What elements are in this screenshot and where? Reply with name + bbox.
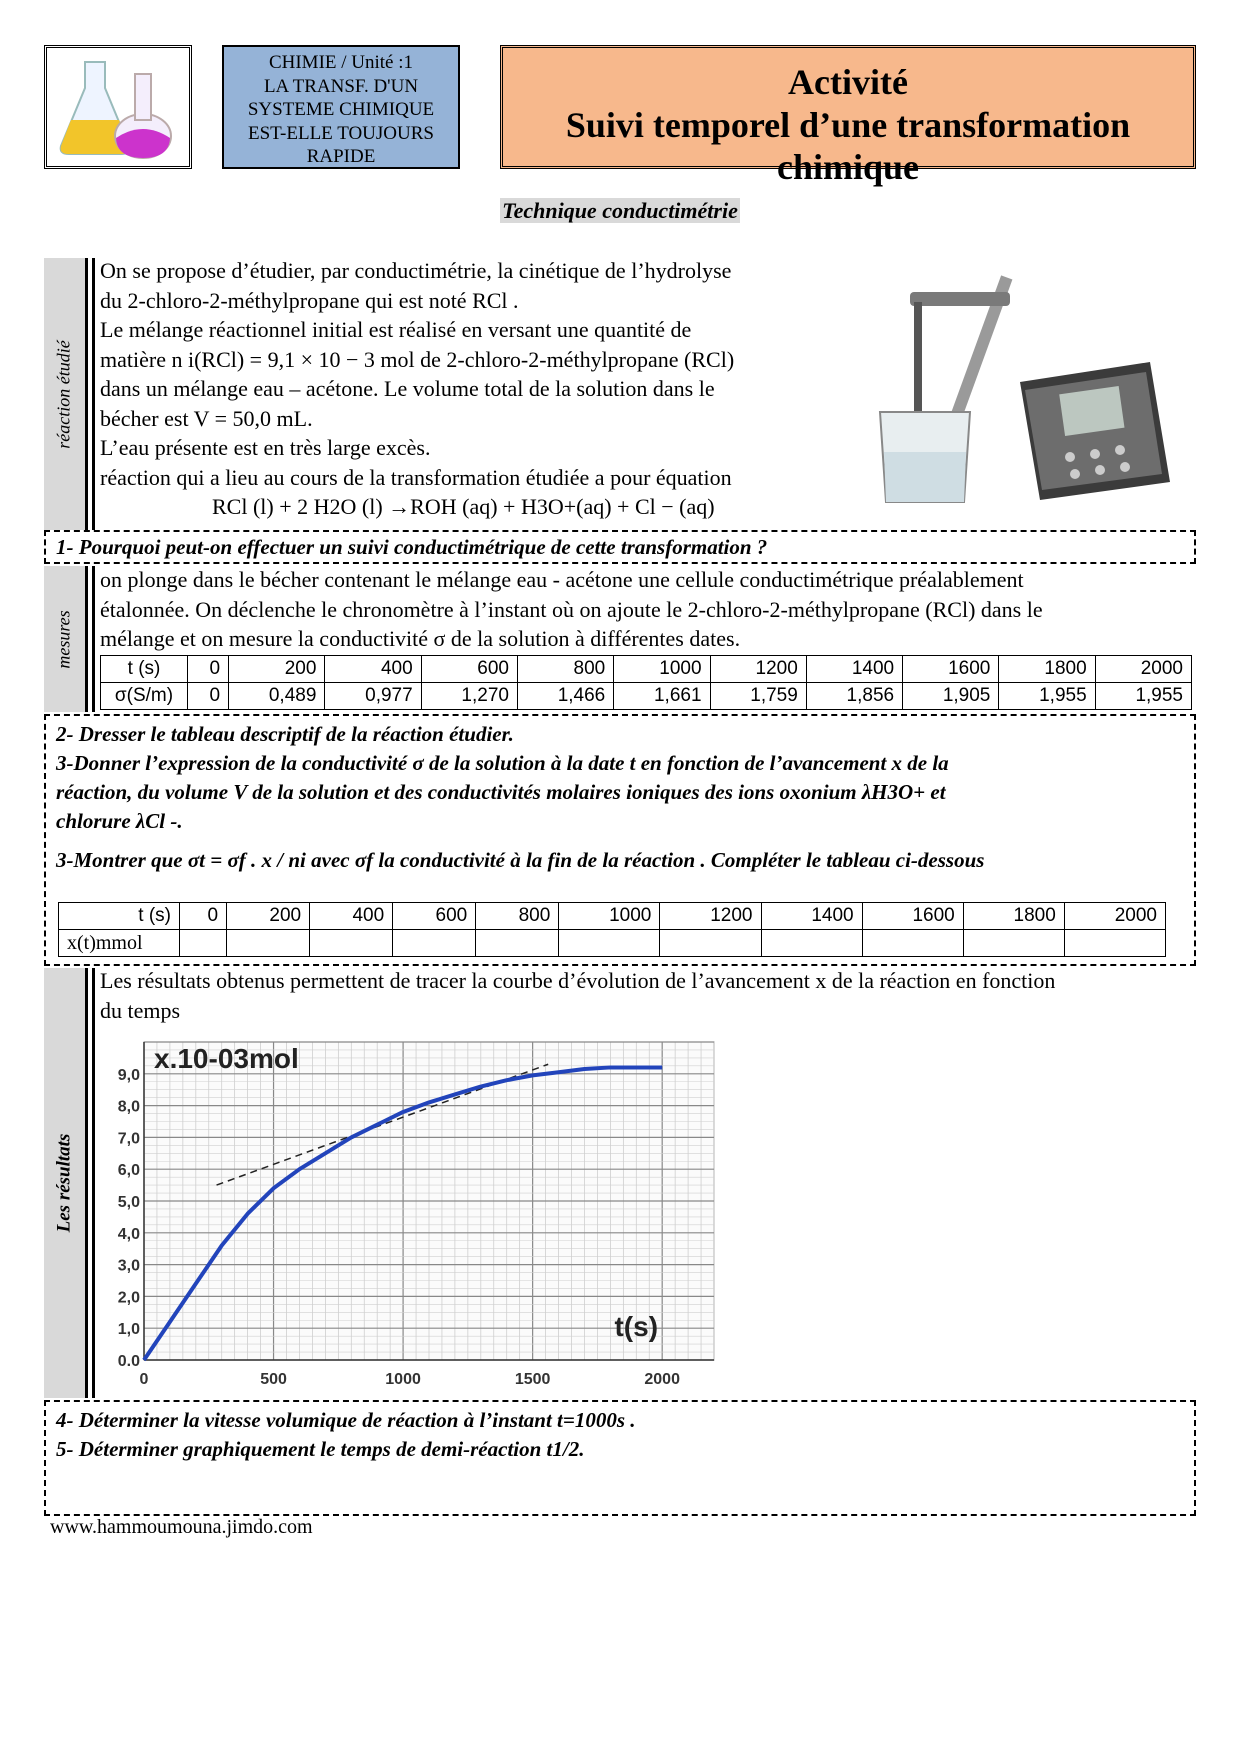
y-tick-label: 8,0	[117, 1098, 140, 1116]
sidebar-reaction	[44, 258, 85, 530]
question-box-4	[44, 1400, 1196, 1516]
sidebar-mesures	[44, 566, 85, 712]
intro-text: On se propose d’étudier, par conductimétrie, la cinétique de l’hydrolyse du 2-chloro-2-méthylpropane qui est noté RCl . Le mélange réactionnel initial est réalisé en versant une quantité de matière n i(RCl) = 9,1 × 10 − 3 mol de 2-chloro-2-méthylpropane (RCl) dans un mélange eau – acétone. Le volume total de la solution dans le bécher est V = 50,0 mL. L’eau présente est en très large excès. réaction qui a lieu au cours de la transformation étudiée a pour équation RCl (l) + 2 H2O (l) →ROH (aq) + H3O+(aq) + Cl − (aq)	[100, 256, 860, 522]
conductimeter-image	[850, 262, 1180, 514]
section-label-mesures: mesures	[54, 609, 75, 669]
question-1: 1- Pourquoi peut-on effectuer un suivi conductimétrique de cette transformation ?	[56, 535, 768, 559]
unit-line: LA TRANSF. D'UN	[263, 75, 419, 97]
conductimeter-icon	[850, 262, 1180, 514]
resultats-text: Les résultats obtenus permettent de tracer la courbe d’évolution de l’avancement x de la réaction en fonction du temps	[100, 968, 1056, 1023]
y-tick-label: 7,0	[117, 1130, 140, 1148]
reaction-equation: RCl (l) + 2 H2O (l) →ROH (aq) + H3O+(aq) + Cl − (aq)	[212, 494, 715, 519]
question-5: 5- Déterminer graphiquement le temps de demi-réaction t1/2.	[56, 1437, 585, 1461]
divider	[92, 968, 95, 1398]
questions-2-3	[56, 720, 1186, 875]
unit-line: EST-ELLE TOUJOURS	[248, 122, 434, 144]
question-box-1	[44, 530, 1196, 564]
section-label-resultats: Les résultats	[53, 1133, 75, 1233]
title-box	[500, 45, 1196, 187]
flask-logo	[44, 45, 192, 169]
chart-svg	[104, 1030, 724, 1396]
y-tick-label: 2,0	[117, 1289, 140, 1307]
question-3a: 3-Donner l’expression de la conductivité σ de la solution à la date t en fonction de l’avancement x de la	[56, 751, 949, 775]
divider	[85, 258, 88, 530]
technique-heading: Technique conductimétrie	[502, 198, 738, 223]
x-tick-label: 0	[139, 1371, 149, 1388]
table-row: t (s) 0 200 400 600 800 1000 1200 1400 1600 1800 2000	[101, 656, 1192, 683]
avancement-chart	[104, 1030, 724, 1396]
flask-icon	[47, 48, 189, 166]
unit-line: CHIMIE / Unité :1	[268, 52, 414, 73]
page-subtitle: Suivi temporel d’une transformation chimique	[565, 105, 1131, 187]
y-tick-label: 3,0	[117, 1257, 140, 1275]
footer-url[interactable]: www.hammoumouna.jimdo.com	[50, 1516, 313, 1538]
y-tick-label: 9,0	[117, 1066, 140, 1084]
unit-box	[222, 45, 460, 169]
question-3c: chlorure λCl -.	[56, 809, 183, 833]
unit-line: SYSTEME CHIMIQUE	[247, 99, 435, 120]
divider	[85, 566, 88, 712]
x-axis-label: t(s)	[614, 1311, 659, 1342]
divider	[92, 258, 95, 530]
section-label-reaction: réaction étudié	[54, 339, 74, 449]
sidebar-resultats	[44, 968, 85, 1398]
question-2: 2- Dresser le tableau descriptif de la réaction étudier.	[56, 722, 514, 746]
table-row: σ(S/m) 0 0,489 0,977 1,270 1,466 1,661 1,759 1,856 1,905 1,955 1,955	[101, 683, 1192, 710]
page-title: Activité	[788, 62, 908, 102]
x-tick-label: 2000	[644, 1371, 680, 1388]
mesures-text: on plonge dans le bécher contenant le mélange eau - acétone une cellule conductimétrique préalablement étalonnée. On déclenche le chronomètre à l’instant où on ajoute le 2-chloro-2-méthylpropane (RCl) dans le mélange et on mesure la conductivité σ de la solution à différentes dates.	[100, 567, 1043, 651]
unit-line: RAPIDE	[306, 146, 376, 167]
y-tick-label: 0.0	[117, 1353, 140, 1370]
y-tick-label: 4,0	[117, 1225, 140, 1243]
question-3d: 3-Montrer que σt = σf . x / ni avec σf la conductivité à la fin de la réaction . Compléter le tableau ci-dessous	[56, 848, 985, 872]
divider	[92, 566, 95, 712]
table-row: t (s) 0 200 400 600 800 1000 1200 1400 1600 1800 2000	[59, 903, 1166, 930]
y-tick-label: 1,0	[117, 1321, 140, 1339]
x-tick-label: 1500	[514, 1371, 551, 1388]
divider	[85, 968, 88, 1398]
x-tick-label: 500	[260, 1371, 287, 1388]
question-4: 4- Déterminer la vitesse volumique de réaction à l’instant t=1000s .	[56, 1408, 636, 1432]
y-axis-label: x.10-03mol	[154, 1043, 299, 1074]
sigma-table	[100, 655, 1192, 710]
y-tick-label: 6,0	[117, 1162, 140, 1180]
question-3b: réaction, du volume V de la solution et des conductivités molaires ioniques des ions oxonium λH3O+ et	[56, 780, 946, 804]
y-tick-label: 5,0	[117, 1194, 140, 1211]
avancement-table	[58, 902, 1166, 957]
question-box-2	[44, 714, 1196, 966]
table-row: x(t)mmol	[59, 930, 1166, 957]
x-tick-label: 1000	[385, 1371, 421, 1388]
